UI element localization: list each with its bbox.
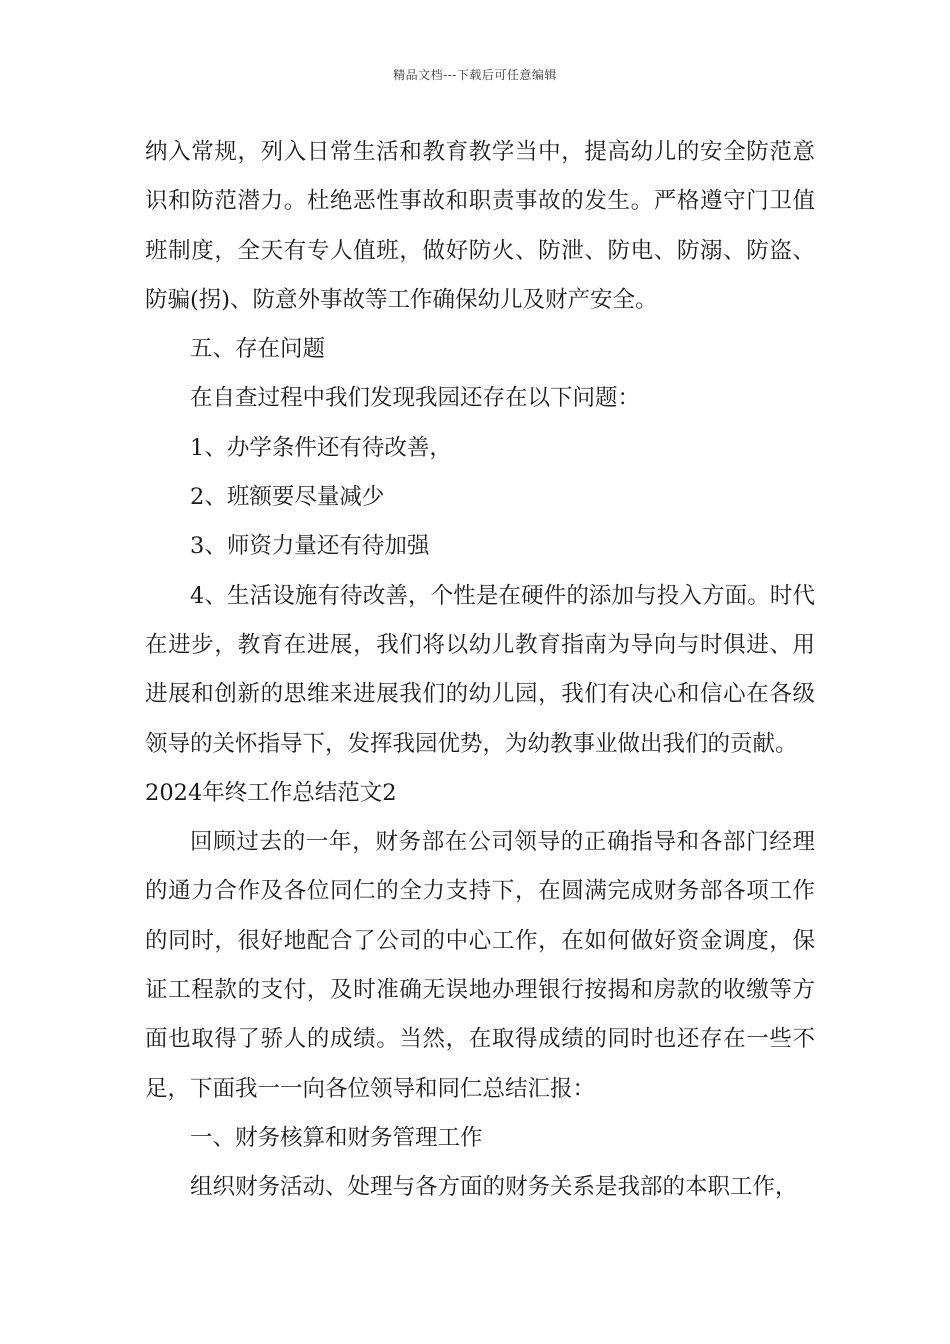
- paragraph-line: 证工程款的支付，及时准确无误地办理银行按揭和房款的收缴等方: [145, 977, 815, 1004]
- paragraph-line: 的同时，很好地配合了公司的中心工作，在如何做好资金调度，保: [145, 927, 815, 954]
- paragraph-line: 领导的关怀指导下，发挥我园优势，为幼教事业做出我们的贡献。: [145, 730, 798, 757]
- list-item: 2、班额要尽量减少: [190, 484, 385, 511]
- paragraph-line: 识和防范潜力。杜绝恶性事故和职责事故的发生。严格遵守门卫值: [145, 188, 815, 215]
- page-header: 精品文档---下载后可任意编辑: [393, 68, 557, 82]
- document-title: 2024年终工作总结范文2: [145, 779, 397, 806]
- section-heading: 五、存在问题: [190, 336, 326, 363]
- paragraph-line: 足，下面我一一向各位领导和同仁总结汇报：: [145, 1075, 596, 1102]
- paragraph-line: 班制度，全天有专人值班，做好防火、防泄、防电、防溺、防盗、: [145, 237, 815, 264]
- list-item: 3、师资力量还有待加强: [190, 533, 430, 560]
- paragraph-line: 面也取得了骄人的成绩。当然，在取得成绩的同时也还存在一些不: [145, 1026, 815, 1053]
- document-body: [145, 128, 815, 1213]
- paragraph-line: 纳入常规，列入日常生活和教育教学当中，提高幼儿的安全防范意: [145, 139, 815, 165]
- paragraph-line: 在自查过程中我们发现我园还存在以下问题：: [190, 385, 641, 412]
- paragraph-line: 在进步，教育在进展，我们将以幼儿教育指南为导向与时俱进、用: [145, 631, 815, 658]
- paragraph-line: 进展和创新的思维来进展我们的幼儿园，我们有决心和信心在各级: [145, 681, 815, 708]
- paragraph-line: 防骗(拐)、防意外事故等工作确保幼儿及财产安全。: [145, 286, 658, 313]
- paragraph-line: 组织财务活动、处理与各方面的财务关系是我部的本职工作，: [190, 1174, 798, 1201]
- list-item: 1、办学条件还有待改善，: [190, 434, 452, 461]
- section-heading: 一、财务核算和财务管理工作: [190, 1124, 483, 1151]
- list-item: 4、生活设施有待改善，个性是在硬件的添加与投入方面。时代: [190, 582, 815, 609]
- paragraph-line: 的通力合作及各位同仁的全力支持下，在圆满完成财务部各项工作: [145, 878, 815, 905]
- paragraph-line: 回顾过去的一年，财务部在公司领导的正确指导和各部门经理: [190, 829, 815, 856]
